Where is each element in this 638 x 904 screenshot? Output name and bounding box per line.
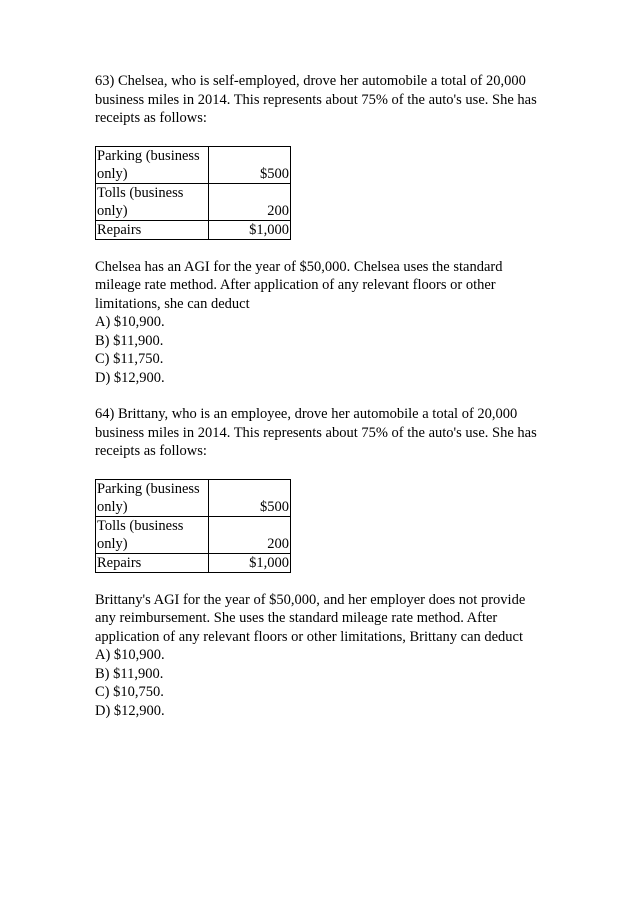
- answer-choice: A) $10,900.: [95, 314, 165, 330]
- receipt-amount: $1,000: [208, 220, 290, 239]
- question-intro: 63) Chelsea, who is self-employed, drove her automobile a total of 20,000 business miles in 2014. This represents about 75% of the auto's use. She has receipts as follows:: [95, 73, 537, 126]
- receipts-table: [95, 146, 291, 240]
- table-row: [96, 220, 291, 239]
- table-row: [96, 516, 291, 553]
- question-text: Chelsea has an AGI for the year of $50,000. Chelsea uses the standard mileage rate method. After application of any relevant floors or other limitations, she can deduct: [95, 258, 503, 312]
- question-64: [95, 405, 545, 720]
- answer-choices: [95, 313, 545, 387]
- receipt-amount: $500: [208, 146, 290, 183]
- table-row: [96, 553, 291, 572]
- receipts-table: [95, 479, 291, 573]
- question-intro: 64) Brittany, who is an employee, drove her automobile a total of 20,000 business miles in 2014. This represents about 75% of the auto's use. She has receipts as follows:: [95, 406, 537, 459]
- receipt-label: Parking (business only): [96, 146, 209, 183]
- receipt-amount: $1,000: [208, 553, 290, 572]
- answer-choice: C) $10,750.: [95, 684, 164, 700]
- receipt-label: Tolls (business only): [96, 183, 209, 220]
- answer-choice: D) $12,900.: [95, 369, 165, 386]
- receipt-label: Repairs: [96, 220, 209, 239]
- answer-choice: D) $12,900.: [95, 702, 165, 719]
- table-row: [96, 479, 291, 516]
- table-row: [96, 146, 291, 183]
- question-text: Brittany's AGI for the year of $50,000, and her employer does not provide any reimbursement. She uses the standard mileage rate method. After application of any relevant floors or other limitations, Brittany can deduct: [95, 591, 526, 645]
- answer-choice: B) $11,900.: [95, 332, 164, 349]
- receipt-label: Repairs: [96, 553, 209, 572]
- table-row: [96, 183, 291, 220]
- answer-choice: A) $10,900.: [95, 647, 165, 663]
- receipt-amount: $500: [208, 479, 290, 516]
- document-page: [95, 72, 545, 738]
- answer-choice: B) $11,900.: [95, 665, 164, 682]
- receipt-label: Parking (business only): [96, 479, 209, 516]
- answer-choice: C) $11,750.: [95, 351, 164, 367]
- receipt-amount: 200: [208, 183, 290, 220]
- receipt-amount: 200: [208, 516, 290, 553]
- receipt-label: Tolls (business only): [96, 516, 209, 553]
- question-63: [95, 72, 545, 387]
- answer-choices: [95, 646, 545, 720]
